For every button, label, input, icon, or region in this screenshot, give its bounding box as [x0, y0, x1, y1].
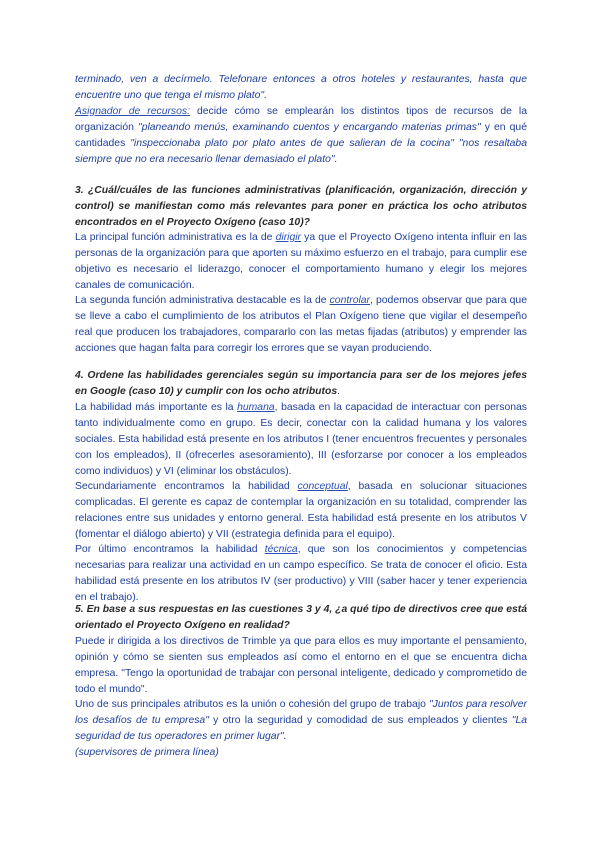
- term-conceptual: conceptual: [297, 481, 348, 492]
- paragraph-text: La principal función administrativa es la de: [75, 232, 276, 243]
- paragraph-conceptual: [75, 479, 527, 543]
- question-4-end: .: [337, 386, 341, 397]
- term-humana: humana: [237, 402, 275, 413]
- paragraph-text: , que son los conocimientos y competencias necesarias para realizar una actividad en un campo específico. Se trata de conocer el oficio. Esta habilidad está presente en los atributos IV (ser productivo) y VIII (saber hacer y tener experiencia en el trabajo).: [75, 544, 527, 603]
- paragraph-resource-allocator: [75, 104, 527, 168]
- quote-menus: "planeando menús, examinando cuentos y encargando materias primas": [138, 122, 481, 133]
- question-5-text: 5. En base a sus respuestas en las cuestiones 3 y 4, ¿a qué tipo de directivos cree que está orientado el Proyecto Oxígeno en realidad?: [75, 604, 527, 631]
- paragraph-text: Uno de sus principales atributos es la unión o cohesión del grupo de trabajo: [75, 699, 429, 710]
- term-dirigir: dirigir: [275, 232, 302, 243]
- paragraph-text: Puede ir dirigida a los directivos de Trimble ya que para ellos es muy importante el pensamiento, opinión y cómo se sienten sus empleados así como el entorno en el que se encuentra dicha empresa. "Tengo la oportunidad de trabajar con personal inteligente, dedicado y comprometido de todo el mundo".: [75, 636, 527, 695]
- resource-allocator-link[interactable]: Asignador de recursos:: [75, 106, 190, 117]
- quote-seguridad: "La seguridad de tus operadores en primer lugar".: [75, 715, 527, 742]
- paragraph-text: Por último encontramos la habilidad: [75, 544, 265, 555]
- quote-juntos: "Juntos para resolver los desafíos de tu empresa": [75, 699, 527, 726]
- paragraph-text: La habilidad más importante es la: [75, 402, 238, 413]
- paragraph-tecnica: [75, 542, 527, 606]
- question-4-heading: [75, 368, 527, 400]
- paragraph-text: decide cómo se emplearán los distintos tipos de recursos de la organización: [75, 106, 528, 133]
- paragraph-text: y en qué cantidades: [75, 122, 527, 149]
- paragraph-text: , podemos observar que para que se lleve a cabo el cumplimiento de los atributos el Plan Oxígeno tiene que vigilar el desempeño real que producen los trabajadores, compararlo con las metas fijadas (atributos) y emprender las acciones que hagan falta para corregir los errores que se vayan produciendo.: [75, 295, 527, 354]
- term-controlar: controlar: [329, 295, 371, 306]
- paragraph-text: Secundariamente encontramos la habilidad: [75, 481, 298, 492]
- quote-text: terminado, ven a decírmelo. Telefonare entonces a otros hoteles y restaurantes, hasta que encuentre uno que tenga el mismo plato".: [75, 74, 527, 101]
- paragraph-controlar: [75, 293, 527, 357]
- question-4-text: 4. Ordene las habilidades gerenciales según su importancia para ser de los mejores jefes en Google (caso 10) y cumplir con los ocho atributos: [75, 370, 527, 397]
- paragraph-text: , basada en solucionar situaciones complicadas. El gerente es capaz de contemplar la organización en su totalidad, comprender las relaciones entre sus unidades y entorno general. Esta habilidad está presente en los atributos V (fomentar el diálogo abierto) y VII (estrategia definida para el equipo).: [75, 481, 527, 540]
- paragraph-text: ya que el Proyecto Oxígeno intenta influir en las personas de la organización para que aporten su máximo esfuerzo en el trabajo, para cumplir ese objetivo es necesario el liderazgo, conocer el comportamiento humano y elegir los mejores canales de comunicación.: [75, 232, 528, 291]
- question-3-text: 3. ¿Cuál/cuáles de las funciones administrativas (planificación, organización, dirección y control) se manifiestan como más relevantes para poner en práctica los ocho atributos encontrados en el Proyecto Oxígeno (caso 10)?: [75, 185, 527, 228]
- paragraph-dirigir: [75, 230, 527, 294]
- paragraph-supervisors: [75, 745, 527, 761]
- paragraph-text: y otro la seguridad y comodidad de sus empleados y clientes: [208, 715, 512, 726]
- paragraph-text: , basada en la capacidad de interactuar con personas tanto individualmente como en grupo. Es decir, conectar con la calidad humana y los valores sociales. Esta habilidad está presente en los atributos I (tener encuentros frecuentes y personales con los empleados), II (ofrecerles asesoramiento), III (esforzarse por conocer a los empleados como individuos) y VI (eliminar los obstáculos).: [75, 402, 527, 477]
- paragraph-humana: [75, 400, 527, 480]
- paragraph-text: (supervisores de primera línea): [75, 747, 219, 758]
- paragraph-quote-continuation: [75, 72, 527, 104]
- paragraph-text: La segunda función administrativa destacable es la de: [75, 295, 330, 306]
- paragraph-attributes: [75, 697, 527, 745]
- quote-inspection: "inspeccionaba plato por plato antes de que salieran de la cocina" "nos resaltaba siempre que no era necesario llenar demasiado el plato".: [75, 138, 527, 165]
- question-5-heading: [75, 602, 527, 634]
- question-3-heading: [75, 183, 527, 231]
- term-tecnica: técnica: [264, 544, 298, 555]
- paragraph-trimble: [75, 634, 527, 698]
